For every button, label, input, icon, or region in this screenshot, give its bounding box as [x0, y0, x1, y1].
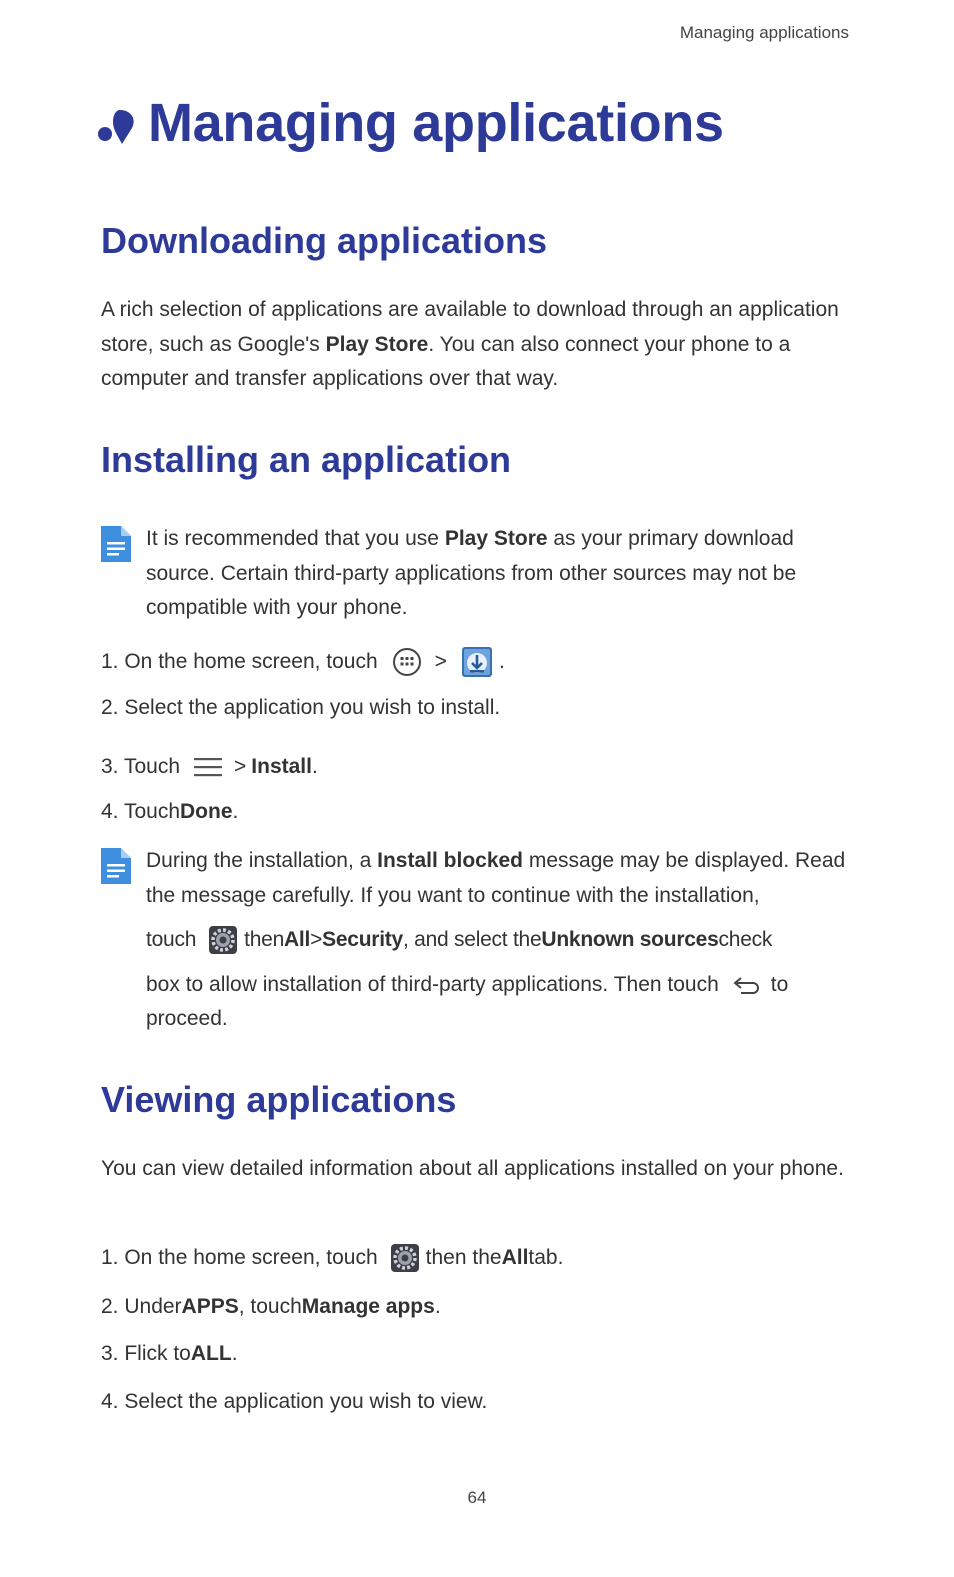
step-text: 3. Flick to: [101, 1342, 191, 1365]
bold-text: APPS: [181, 1295, 239, 1318]
text: .: [231, 1342, 238, 1365]
step-text: 3. Touch: [101, 755, 181, 778]
step-text: 2. Under: [101, 1295, 182, 1318]
text: check: [718, 928, 773, 951]
page-number: 64: [467, 1488, 487, 1507]
bold-text: ALL: [190, 1342, 232, 1365]
text: as your primary download source. Certain third-party applications from other sources may not be compatible with your phone.: [146, 527, 797, 619]
menu-icon[interactable]: [194, 755, 222, 779]
install-step-2: 2. Select the application you wish to install.: [101, 696, 501, 719]
text: box to allow installation of third-party applications. Then touch: [146, 973, 719, 996]
view-step-3: [101, 1342, 238, 1366]
download-app-icon[interactable]: [461, 646, 493, 678]
text: During the installation, a: [146, 849, 378, 872]
section-heading-viewing: Viewing applications: [101, 1079, 457, 1120]
text: then the: [425, 1246, 502, 1269]
chapter-title: Managing applications: [148, 93, 724, 153]
bold-text: Unknown sources: [541, 928, 719, 951]
bold-text: Play Store: [444, 527, 548, 550]
text: message may be displayed. Read the message carefully. If you want to continue with the installation,: [146, 849, 846, 907]
chapter-logo-icon: [96, 104, 138, 146]
bold-text: Install: [251, 755, 312, 778]
text: It is recommended that you use: [146, 527, 445, 550]
install-step-3: [101, 750, 318, 784]
bold-text: Play Store: [325, 332, 429, 356]
view-step-4: 4. Select the application you wish to view.: [101, 1390, 488, 1413]
text: to: [770, 973, 789, 996]
settings-icon[interactable]: [390, 1243, 420, 1273]
text: .: [498, 650, 505, 673]
bold-text: Manage apps: [301, 1295, 435, 1318]
running-head: Managing applications: [679, 23, 849, 42]
step-text: 1. On the home screen, touch: [101, 1246, 378, 1269]
bold-text: Security: [322, 928, 403, 951]
chapter-heading: [96, 92, 724, 154]
bold-text: Done: [180, 800, 233, 823]
back-icon[interactable]: [733, 975, 761, 995]
text: .: [311, 755, 318, 778]
install-step-4: [101, 800, 238, 824]
all-apps-icon[interactable]: [392, 647, 422, 677]
step-text: 1. On the home screen, touch: [101, 650, 378, 673]
bold-text: Install blocked: [377, 849, 524, 872]
text: .: [434, 1295, 441, 1318]
text: then: [244, 928, 284, 951]
install-step-1: [101, 645, 505, 679]
view-step-2: [101, 1295, 441, 1319]
text: , and select the: [402, 928, 542, 951]
text: , touch: [238, 1295, 302, 1318]
bold-text: All: [284, 928, 311, 951]
separator: >: [234, 755, 247, 778]
settings-icon[interactable]: [208, 925, 238, 955]
section-heading-downloading: Downloading applications: [101, 220, 548, 261]
text: .: [232, 800, 239, 823]
downloading-paragraph: [101, 293, 851, 397]
bold-text: All: [501, 1246, 529, 1269]
separator: >: [310, 928, 323, 951]
text: tab.: [528, 1246, 564, 1269]
text: A rich selection of applications are available to download through an application store, such as Google's: [101, 298, 839, 356]
note-icon: [101, 848, 131, 884]
view-step-1: [101, 1241, 563, 1275]
separator: >: [434, 650, 447, 673]
note-icon: [101, 526, 131, 562]
step-text: 4. Touch: [101, 800, 181, 823]
section-heading-installing: Installing an application: [101, 439, 512, 480]
text: touch: [146, 928, 197, 951]
text: proceed.: [146, 1007, 228, 1030]
viewing-paragraph: You can view detailed information about all applications installed on your phone.: [101, 1157, 844, 1180]
text: . You can also connect your phone to a computer and transfer applications over that way.: [101, 332, 791, 390]
